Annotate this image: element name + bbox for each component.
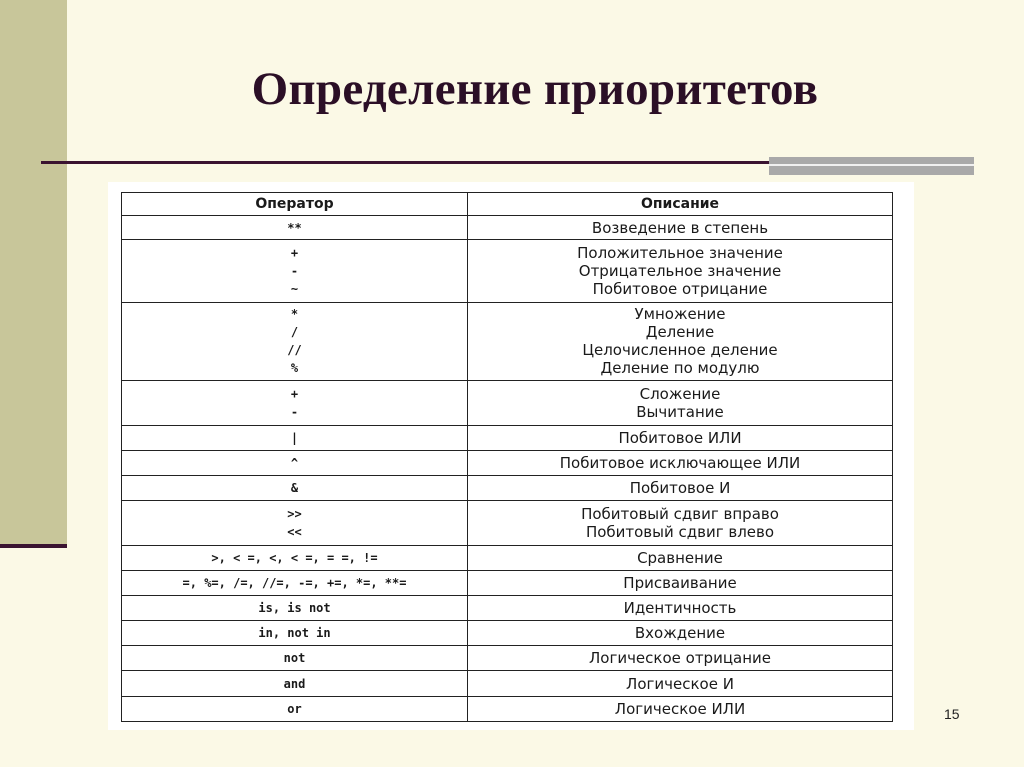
operator-text: // (287, 343, 302, 358)
description-cell (468, 621, 893, 646)
operator-cell (122, 302, 468, 381)
description-text: Идентичность (623, 599, 737, 617)
table-header-row (122, 193, 893, 216)
description-cell (468, 476, 893, 501)
header-description: Описание (468, 193, 893, 216)
priority-table (121, 192, 893, 722)
table-row (122, 595, 893, 620)
description-text: Возведение в степень (591, 218, 769, 237)
description-text: Побитовое исключающее ИЛИ (559, 453, 801, 472)
description-text: Логическое И (626, 674, 734, 693)
operator-cell (122, 425, 468, 450)
header-operator: Оператор (122, 193, 468, 216)
operator-text: >> (287, 506, 302, 521)
table-row (122, 476, 893, 501)
description-text: Присваивание (623, 573, 737, 592)
table-row (122, 501, 893, 545)
operator-text: ~ (290, 281, 299, 296)
operator-text: * (290, 307, 299, 322)
table-body (122, 216, 893, 722)
operator-text: & (290, 481, 299, 496)
operator-cell (122, 240, 468, 302)
operator-text: % (290, 361, 299, 376)
operator-text: not (283, 651, 306, 666)
title-accent-bar-highlight (769, 164, 974, 166)
description-cell (468, 570, 893, 595)
description-text: Побитовое ИЛИ (618, 428, 742, 447)
description-cell (468, 381, 893, 425)
description-text: Сравнение (637, 548, 723, 567)
title-underline (41, 161, 774, 164)
table-row (122, 381, 893, 425)
table-row (122, 216, 893, 240)
description-text: Побитовый сдвиг влево (585, 522, 775, 541)
description-text: Умножение (634, 305, 726, 324)
description-cell (468, 671, 893, 696)
operator-text: >, < =, <, < =, = =, != (211, 550, 378, 565)
operator-text: | (290, 430, 299, 445)
operator-cell (122, 501, 468, 545)
operator-text: in, not in (258, 626, 331, 641)
description-cell (468, 302, 893, 381)
description-text: Вхождение (634, 624, 726, 643)
operator-cell (122, 381, 468, 425)
operator-text: << (287, 524, 302, 539)
operator-cell (122, 476, 468, 501)
table-row (122, 450, 893, 475)
operator-text: - (290, 404, 299, 419)
description-text: Логическое ИЛИ (614, 699, 746, 718)
description-text: Деление по модулю (600, 359, 760, 378)
operator-cell (122, 450, 468, 475)
table-row (122, 671, 893, 696)
table-row (122, 621, 893, 646)
description-text: Целочисленное деление (582, 341, 778, 360)
operator-cell (122, 595, 468, 620)
operator-cell (122, 621, 468, 646)
table-card (108, 182, 914, 730)
slide-title: Определение приоритетов (251, 63, 819, 115)
description-cell (468, 216, 893, 240)
description-cell (468, 450, 893, 475)
description-text: Положительное значение (577, 243, 783, 262)
operator-cell (122, 545, 468, 570)
operator-text: + (290, 245, 299, 260)
operator-cell (122, 696, 468, 721)
table-row (122, 696, 893, 721)
side-band-rule (0, 544, 67, 548)
operator-cell (122, 671, 468, 696)
operator-cell (122, 570, 468, 595)
operator-text: is, is not (258, 601, 331, 615)
description-cell (468, 696, 893, 721)
operator-text: - (290, 263, 299, 278)
operator-cell (122, 646, 468, 671)
description-text: Побитовое отрицание (592, 279, 768, 298)
description-cell (468, 425, 893, 450)
description-text: Побитовый сдвиг вправо (581, 504, 779, 523)
slide-number: 15 (944, 706, 960, 722)
description-cell (468, 545, 893, 570)
description-cell (468, 240, 893, 302)
description-text: Сложение (639, 384, 721, 403)
operator-text: / (290, 325, 299, 340)
operator-text: + (290, 386, 299, 401)
operator-text: and (283, 676, 306, 691)
description-text: Логическое отрицание (588, 649, 772, 668)
table-row (122, 425, 893, 450)
description-text: Вычитание (636, 402, 724, 421)
description-cell (468, 595, 893, 620)
operator-cell (122, 216, 468, 240)
operator-text: or (287, 701, 302, 716)
operator-text: =, %=, /=, //=, -=, +=, *=, **= (182, 575, 407, 590)
table-row (122, 302, 893, 381)
operator-text: ** (287, 220, 302, 235)
table-row (122, 570, 893, 595)
description-text: Отрицательное значение (578, 261, 782, 280)
description-cell (468, 646, 893, 671)
table-row (122, 240, 893, 302)
operator-text: ^ (290, 455, 299, 470)
table-row (122, 646, 893, 671)
title-accent-bar (769, 157, 974, 175)
description-text: Побитовое И (629, 479, 731, 498)
description-text: Деление (645, 323, 715, 342)
table-row (122, 545, 893, 570)
description-cell (468, 501, 893, 545)
